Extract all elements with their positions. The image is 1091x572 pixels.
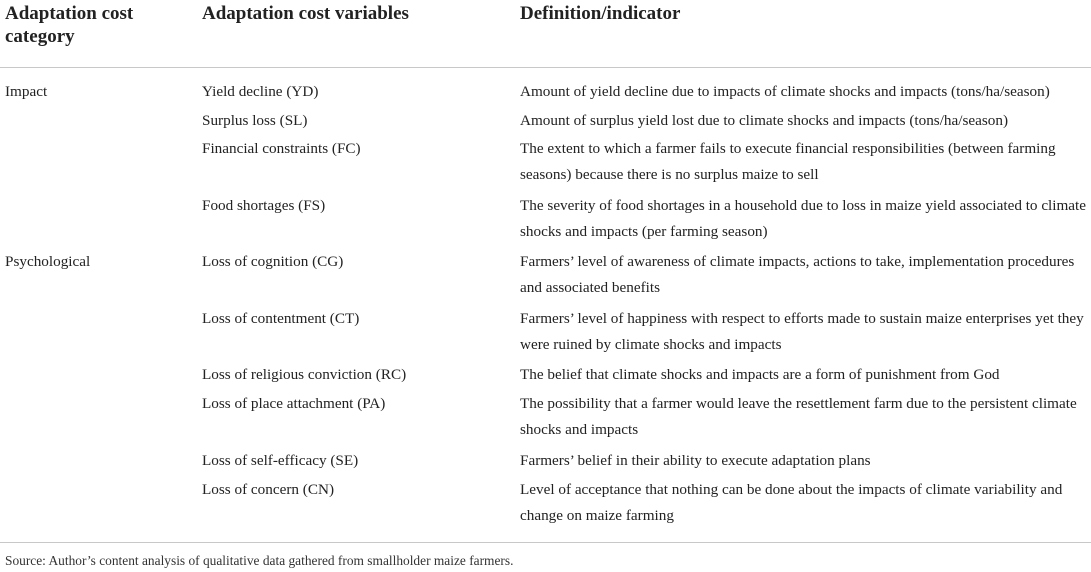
- header-definition: Definition/indicator: [520, 3, 681, 24]
- definition-cell: The belief that climate shocks and impacts are a form of punishment from God: [520, 366, 1000, 383]
- variable-cell: Food shortages (FS): [202, 197, 326, 214]
- variable-cell: Yield decline (YD): [202, 83, 319, 100]
- definition-cell: Level of acceptance that nothing can be done about the impacts of climate variability and change on maize farming: [520, 481, 1063, 524]
- definition-cell: The possibility that a farmer would leave the resettlement farm due to the persistent climate shocks and impacts: [520, 395, 1077, 438]
- footer-rule: [0, 542, 1091, 543]
- header-variables: Adaptation cost variables: [202, 3, 409, 24]
- category-cell: Impact: [5, 83, 48, 100]
- definition-cell: The severity of food shortages in a household due to loss in maize yield associated to climate shocks and impacts (per farming season): [520, 197, 1087, 240]
- definition-cell: Farmers’ level of awareness of climate impacts, actions to take, implementation procedures and associated benefits: [520, 253, 1075, 296]
- definition-cell: Farmers’ level of happiness with respect to efforts made to sustain maize enterprises yet they were ruined by climate shocks and impacts: [520, 310, 1084, 353]
- variable-cell: Loss of contentment (CT): [202, 310, 360, 327]
- source-note: Source: Author’s content analysis of qualitative data gathered from smallholder maize farmers.: [5, 553, 514, 568]
- category-cell: Psychological: [5, 253, 91, 270]
- variable-cell: Loss of place attachment (PA): [202, 395, 386, 412]
- variable-cell: Surplus loss (SL): [202, 112, 308, 129]
- definition-cell: Amount of yield decline due to impacts of climate shocks and impacts (tons/ha/season): [520, 83, 1050, 100]
- header-category: Adaptation cost category: [5, 3, 134, 47]
- variable-cell: Loss of religious conviction (RC): [202, 366, 407, 383]
- definition-cell: Farmers’ belief in their ability to execute adaptation plans: [520, 452, 871, 469]
- definition-cell: The extent to which a farmer fails to execute financial responsibilities (between farming seasons) because there is no surplus maize to sell: [520, 140, 1056, 183]
- variable-cell: Loss of cognition (CG): [202, 253, 344, 270]
- variable-cell: Loss of concern (CN): [202, 481, 335, 498]
- header-rule: [0, 67, 1091, 68]
- definition-cell: Amount of surplus yield lost due to climate shocks and impacts (tons/ha/season): [520, 112, 1009, 129]
- variable-cell: Financial constraints (FC): [202, 140, 361, 157]
- variable-cell: Loss of self-efficacy (SE): [202, 452, 359, 469]
- table-header: [0, 0, 1091, 67]
